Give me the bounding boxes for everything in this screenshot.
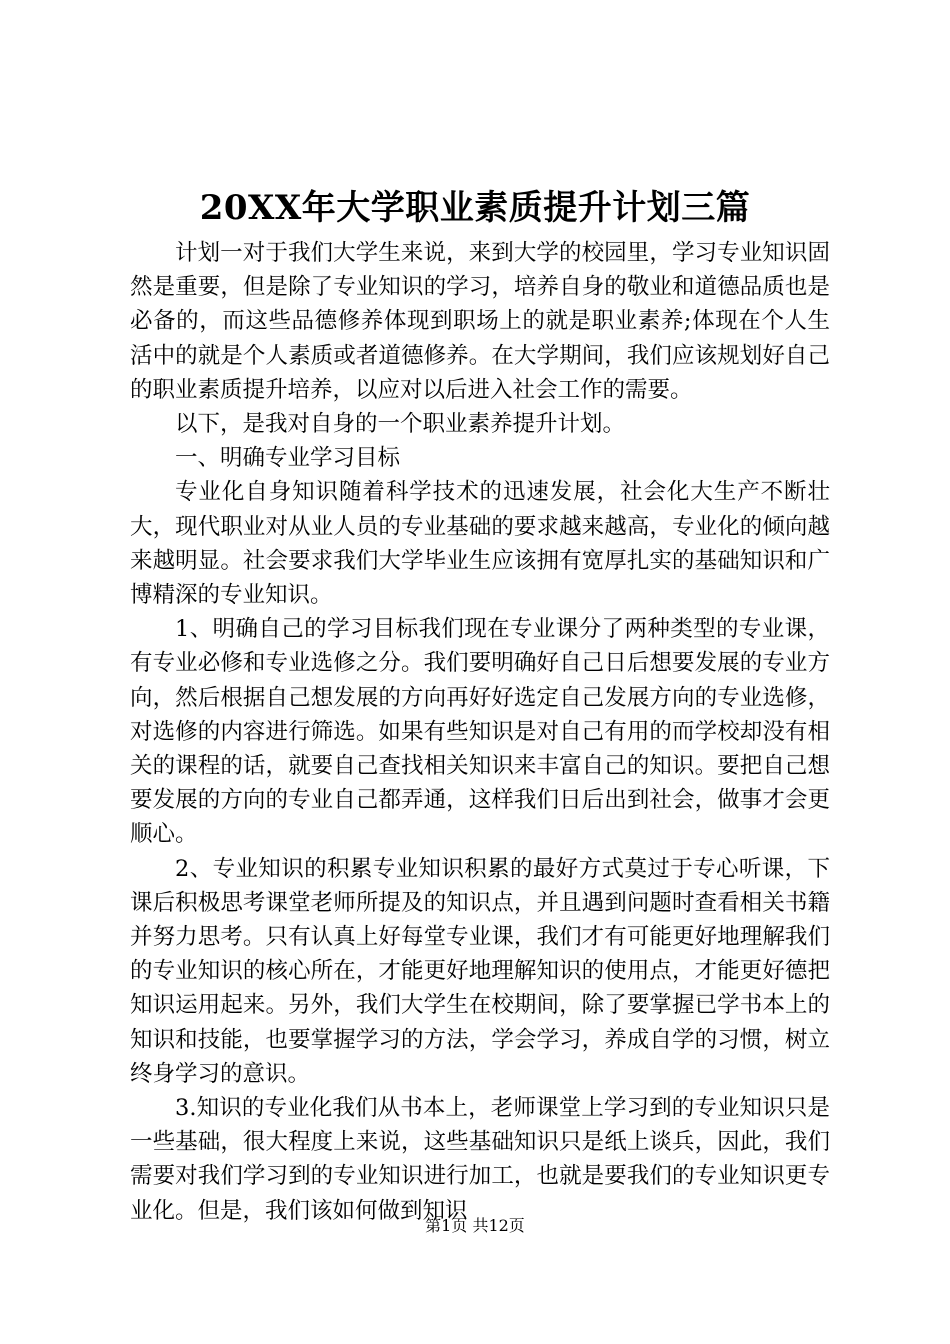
paragraph-specialization: 专业化自身知识随着科学技术的迅速发展，社会化大生产不断壮大，现代职业对从业人员的专业基础的要求越来越高，专业化的倾向越来越明显。社会要求我们大学毕业生应该拥有宽厚扎实的基础知识和广博精深的专业知识。 — [130, 479, 830, 609]
paragraph-item-2: 2、专业知识的积累专业知识积累的最好方式莫过于专心听课，下课后积极思考课堂老师所提及的知识点，并且遇到问题时查看相关书籍并努力思考。只有认真上好每堂专业课，我们才有可能更好地理解我们的专业知识的核心所在，才能更好地理解知识的使用点，才能更好德把知识运用起来。另外，我们大学生在校期间，除了要掌握已学书本上的知识和技能，也要掌握学习的方法，学会学习，养成自学的习惯，树立终身学习的意识。 — [130, 855, 830, 1087]
paragraph-intro: 计划一对于我们大学生来说，来到大学的校园里，学习专业知识固然是重要，但是除了专业知识的学习，培养自身的敬业和道德品质也是必备的，而这些品德修养体现到职场上的就是职业素养;体现在个人生活中的就是个人素质或者道德修养。在大学期间，我们应该规划好自己的职业素质提升培养，以应对以后进入社会工作的需要。 — [130, 240, 830, 403]
paragraph-plan-intro: 以下，是我对自身的一个职业素养提升计划。 — [175, 411, 626, 438]
document-title: 20XX年大学职业素质提升计划三篇 — [199, 188, 751, 228]
paragraph-item-3: 3.知识的专业化我们从书本上，老师课堂上学习到的专业知识只是一些基础，很大程度上来说，这些基础知识只是纸上谈兵，因此，我们需要对我们学习到的专业知识进行加工，也就是要我们的专业知识更专业化。但是，我们该如何做到知识 — [130, 1095, 830, 1224]
document-body — [130, 236, 830, 1228]
page-footer: 第1页 共12页 — [425, 1216, 525, 1235]
section-heading: 一、明确专业学习目标 — [175, 445, 401, 472]
paragraph-item-1: 1、明确自己的学习目标我们现在专业课分了两种类型的专业课，有专业必修和专业选修之分。我们要明确好自己日后想要发展的专业方向，然后根据自己想发展的方向再好好选定自己发展方向的专业选修，对选修的内容进行筛选。如果有些知识是对自己有用的而学校却没有相关的课程的话，就要自己查找相关知识来丰富自己的知识。要把自己想要发展的方向的专业自己都弄通，这样我们日后出到社会，做事才会更顺心。 — [130, 616, 830, 848]
